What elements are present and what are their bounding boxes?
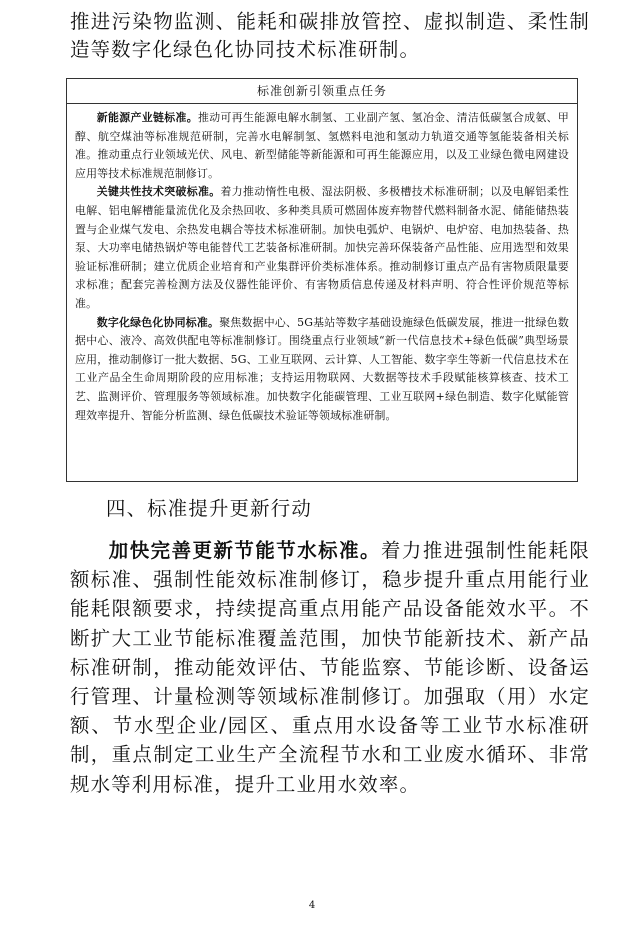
box-item-text: 着力推动惰性电极、湿法阴极、多极槽技术标准研制；以及电解铝柔性电解、铝电解槽能量流优化及余热回收、多种类具质可燃固体废弃物替代燃料制备水泥、储能储热装置与企业煤气发电、余热发电耦合等技术标准研制。加快电弧炉、电锅炉、电炉窑、电加热装备、热泵、大功率电储热锅炉等电能替代工艺装备标准研制。加快完善环保装备产品性能、应用选型和效果验证标准研制；建立优质企业培育和产业集群评价类标准体系。推动制修订重点产品有害物质限量要求标准；配套完善检测方法及仪器性能评价、有害物质信息传递及材料声明、符合性评价规范等标准。 [75, 185, 570, 310]
box-title: 标准创新引领重点任务 [67, 79, 577, 104]
box-item-lead: 数字化绿色化协同标准。 [96, 315, 220, 329]
box-item [75, 314, 569, 426]
box-item [75, 183, 569, 313]
body-paragraph-text: 着力推进强制性能耗限额标准、强制性能效标准制修订，稳步提升重点用能行业能耗限额要求，持续提高重点用能产品设备能效水平。不断扩大工业节能标准覆盖范围，加快节能新技术、新产品标准研制，推动能效评估、节能监察、节能诊断、设备运行管理、计量检测等领域标准制修订。加强取（用）水定额、节水型企业/园区、重点用水设备等工业节水标准研制，重点制定工业生产全流程节水和工业废水循环、非常规水等利用标准，提升工业用水效率。 [70, 539, 591, 796]
section-heading: 四、标准提升更新行动 [106, 497, 312, 520]
box-item [75, 109, 569, 183]
box-item-lead: 关键共性技术突破标准。 [96, 185, 221, 199]
page-number: 4 [308, 900, 316, 911]
box-item-lead: 新能源产业链标准。 [96, 111, 199, 124]
top-paragraph: 推进污染物监测、能耗和碳排放管控、虚拟制造、柔性制造等数字化绿色化协同技术标准研制。 [70, 10, 590, 61]
box-body [67, 104, 577, 425]
box-item-text: 推动可再生能源电解水制氢、工业副产氢、氢冶金、清洁低碳氢合成氨、甲醇、航空煤油等标准规范研制，完善水电解制氢、氢燃料电池和氢动力轨道交通等氢能装备相关标准。推动重点行业领域光伏、风电、新型储能等新能源和可再生能源应用，以及工业绿色微电网建设应用等技术标准规范制修订。 [75, 111, 569, 180]
body-paragraph [70, 536, 590, 799]
box-item-text: 聚焦数据中心、5G基站等数字基础设施绿色低碳发展，推进一批绿色数据中心、液冷、高效供配电等标准制修订。围绕重点行业领域“新一代信息技术+绿色低碳”典型场景应用，推动制修订一批大数据、5G、工业互联网、云计算、人工智能、数字孪生等新一代信息技术在工业产品全生命周期阶段的应用标准；支持运用物联网、大数据等技术手段赋能核算核查、技术工艺、监测评价、管理服务等领域标准。加快数字化能碳管理、工业互联网+绿色制造、数字化赋能管理效率提升、智能分析监测、绿色低碳技术验证等领域标准研制。 [75, 315, 569, 422]
key-tasks-box [66, 78, 578, 482]
body-paragraph-lead: 加快完善更新节能节水标准。 [108, 539, 381, 562]
